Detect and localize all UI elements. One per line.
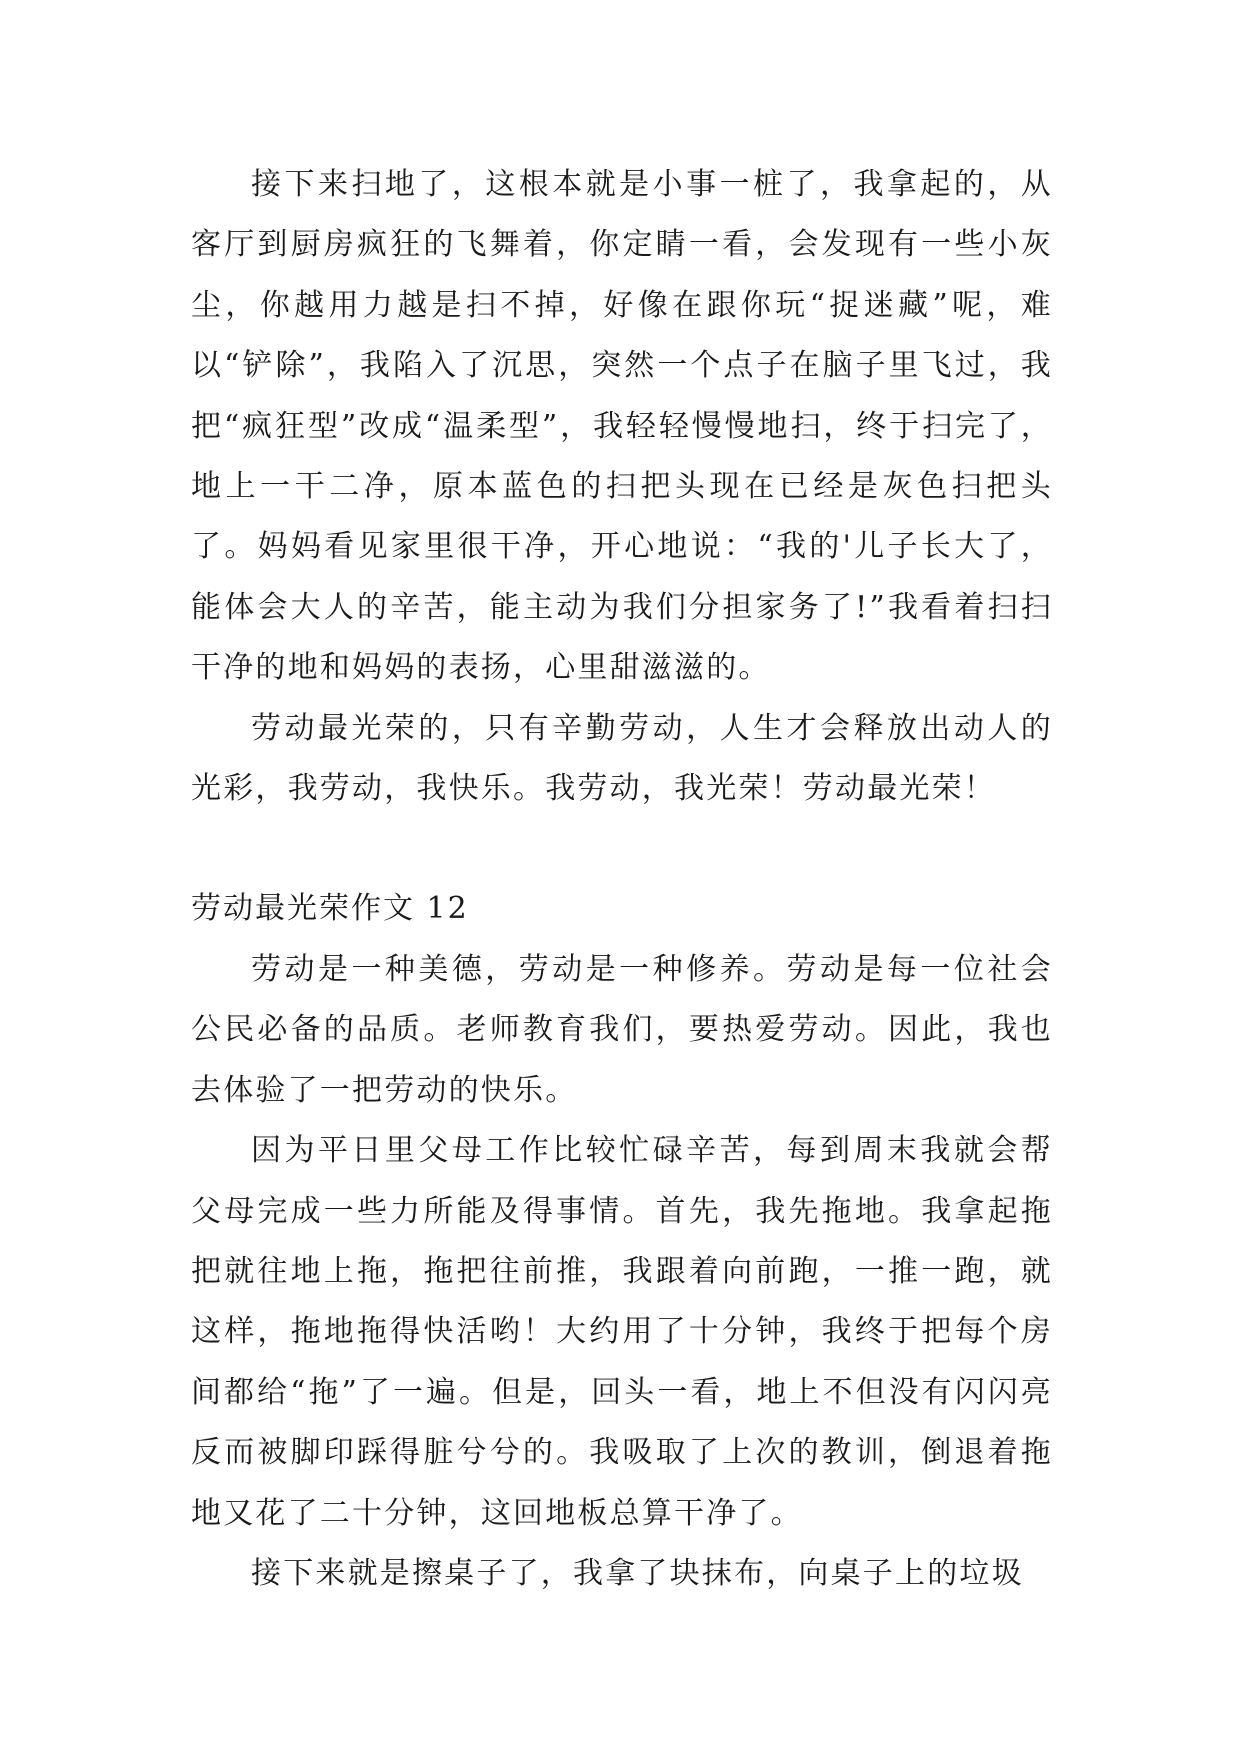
section-title: 劳动最光荣作文 12 xyxy=(191,891,469,927)
paragraph-labor-glory: 劳动最光荣的，只有辛勤劳动，人生才会释放出动人的光彩，我劳动，我快乐。我劳动，我光荣！劳动最光荣！ xyxy=(191,710,1053,807)
document-body xyxy=(191,155,1053,1604)
paragraph-wiping-table: 接下来就是擦桌子了，我拿了块抹布，向桌子上的垃圾 xyxy=(251,1555,1024,1591)
paragraph-mopping: 因为平日里父母工作比较忙碌辛苦，每到周末我就会帮父母完成一些力所能及得事情。首先，我先拖地。我拿起拖把就往地上拖，拖把往前推，我跟着向前跑，一推一跑，就这样，拖地拖得快活哟！大约用了十分钟，我终于把每个房间都给“拖”了一遍。但是，回头一看，地上不但没有闪闪亮反而被脚印踩得脏兮兮的。我吸取了上次的教训，倒退着拖地又花了二十分钟，这回地板总算干净了。 xyxy=(191,1133,1053,1531)
paragraph-sweeping: 接下来扫地了，这根本就是小事一桩了，我拿起的，从客厅到厨房疯狂的飞舞着，你定睛一看，会发现有一些小灰尘，你越用力越是扫不掉，好像在跟你玩“捉迷藏”呢，难以“铲除”，我陷入了沉思，突然一个点子在脑子里飞过，我把“疯狂型”改成“温柔型”，我轻轻慢慢地扫，终于扫完了，地上一干二净，原本蓝色的扫把头现在已经是灰色扫把头了。妈妈看见家里很干净，开心地说：“我的'儿子长大了，能体会大人的辛苦，能主动为我们分担家务了!”我看着扫扫干净的地和妈妈的表扬，心里甜滋滋的。 xyxy=(191,167,1053,686)
paragraph-labor-virtue: 劳动是一种美德，劳动是一种修养。劳动是每一位社会公民必备的品质。老师教育我们，要热爱劳动。因此，我也去体验了一把劳动的快乐。 xyxy=(191,951,1053,1108)
